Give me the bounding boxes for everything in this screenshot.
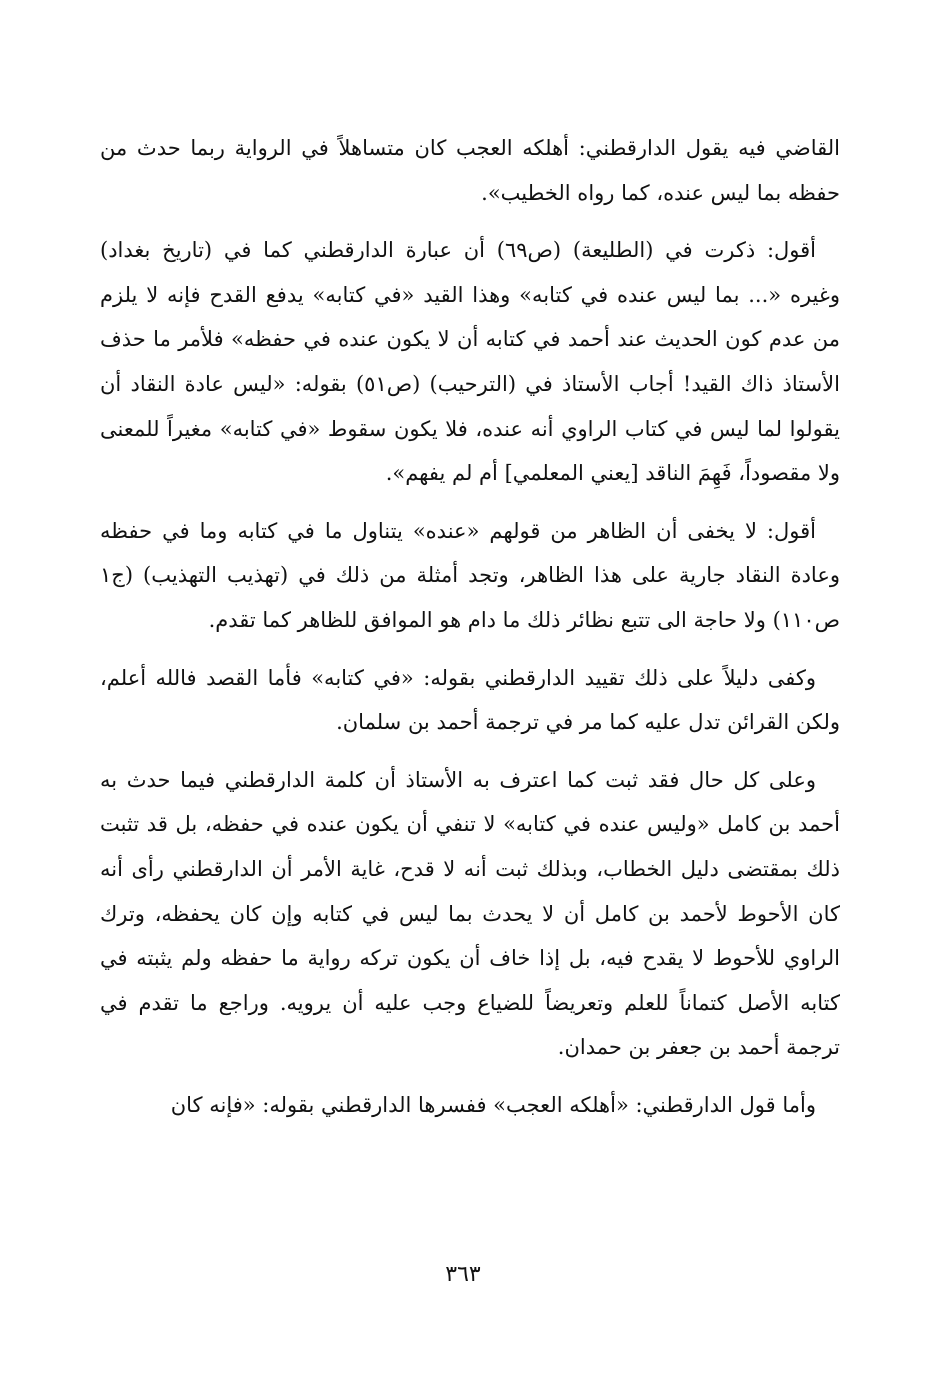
- page-number: ٣٦٣: [445, 1262, 481, 1287]
- page-body: [100, 126, 840, 1140]
- paragraph-1: القاضي فيه يقول الدارقطني: أهلكه العجب كان متساهلاً في الرواية ربما حدث من حفظه بما ليس عنده، كما رواه الخطيب».: [100, 136, 840, 205]
- paragraph-3: أقول: لا يخفى أن الظاهر من قولهم «عنده» يتناول ما في كتابه وما في حفظه وعادة النقاد جارية على هذا الظاهر، وتجد أمثلة من ذلك في (تهذيب التهذيب) (ج١ ص١١٠) ولا حاجة الى تتبع نظائر ذلك ما دام هو الموافق للظاهر كما تقدم.: [100, 518, 840, 632]
- paragraph-4: وكفى دليلاً على ذلك تقييد الدارقطني بقوله: «في كتابه» فأما القصد فالله أعلم، ولكن القرائن تدل عليه كما مر في ترجمة أحمد بن سلمان.: [100, 665, 840, 735]
- paragraph-2: أقول: ذكرت في (الطليعة) (ص٦٩) أن عبارة الدارقطني كما في (تاريخ بغداد) وغيره «... بما ليس عنده في كتابه» وهذا القيد «في كتابه» يدفع القدح فإنه لا يلزم من عدم كون الحديث عند أحمد في كتابه أن لا يكون عنده في حفظه» فلأمر ما حذف الأستاذ ذاك القيد! أجاب الأستاذ في (الترحيب) (ص٥١) بقوله: «ليس عادة النقاد أن يقولوا لما ليس في كتاب الراوي أنه عنده، فلا يكون سقوط «في كتابه» مغيراً للمعنى ولا مقصوداً، فَهِمَ الناقد [يعني المعلمي] أم لم يفهم».: [100, 238, 840, 486]
- paragraph-6: وأما قول الدارقطني: «أهلكه العجب» ففسرها الدارقطني بقوله: «فإنه كان: [170, 1092, 816, 1117]
- paragraph-5: وعلى كل حال فقد ثبت كما اعترف به الأستاذ أن كلمة الدارقطني فيما حدث به أحمد بن كامل «وليس عنده في كتابه» لا تنفي أن يكون عنده في حفظه، بل قد تثبت ذلك بمقتضى دليل الخطاب، وبذلك ثبت أنه لا قدح، غاية الأمر أن الدارقطني رأى أنه كان الأحوط لأحمد بن كامل أن لا يحدث بما ليس في كتابه وإن كان يحفظه، وترك الراوي للأحوط لا يقدح فيه، بل إذا خاف أن يكون تركه رواية ما حفظه ولم يثبته في كتابه الأصل كتماناً للعلم وتعريضاً للضياع وجب عليه أن يرويه. وراجع ما تقدم في ترجمة أحمد بن جعفر بن حمدان.: [100, 767, 840, 1060]
